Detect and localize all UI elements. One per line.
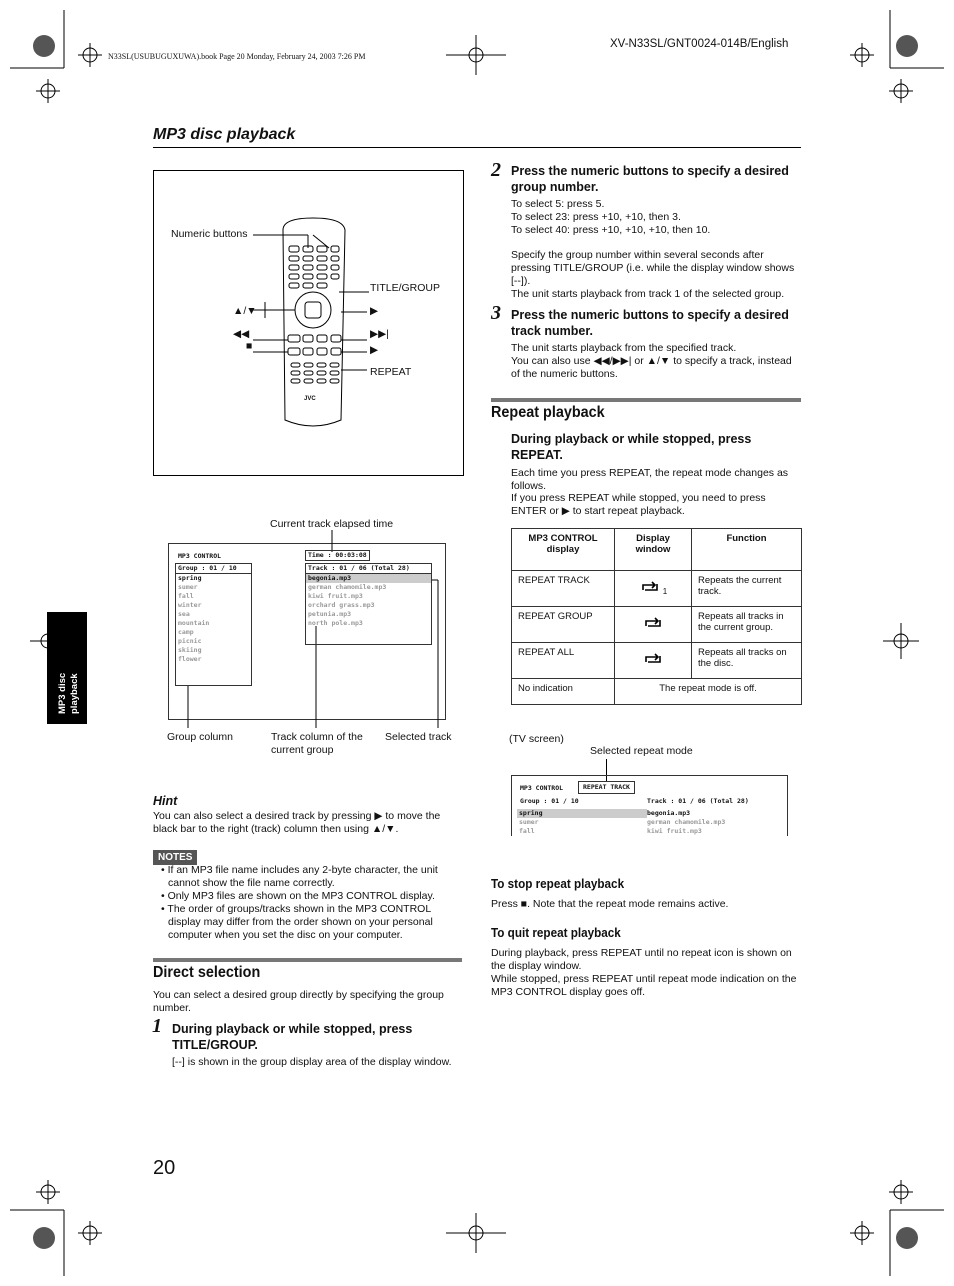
step-3-text2: You can also use ◀◀/▶▶| or ▲/▼ to specify a track, instead of the numeric buttons.	[511, 355, 792, 380]
direct-intro: You can select a desired group directly by specifying the group number.	[153, 989, 444, 1014]
step-1-title: During playback or while stopped, press TITLE/GROUP.	[172, 1022, 413, 1052]
repeat-one-icon: 1	[615, 571, 692, 607]
direct-bar	[153, 958, 462, 962]
note-item: • Only MP3 files are shown on the MP3 CONTROL display.	[161, 890, 435, 902]
label-title-group: TITLE/GROUP	[370, 282, 441, 294]
step-2-note: Specify the group number within several seconds after pressing TITLE/GROUP (i.e. while the display window shows [--]).	[511, 249, 795, 287]
stop-repeat-text: Press ■. Note that the repeat mode remains active.	[491, 898, 729, 910]
label-repeat: REPEAT	[370, 366, 412, 378]
note-item: • If an MP3 file name includes any 2-byte character, the unit cannot show the file name correctly.	[161, 864, 438, 889]
direct-title: Direct selection	[153, 964, 261, 981]
caption-selected-track: Selected track	[385, 731, 452, 743]
track-column: Track : 01 / 06 (Total 28) begonia.mp3 german chamomile.mp3 kiwi fruit.mp3 orchard grass.mp3 petunia.mp3 north pole.mp3	[305, 563, 432, 645]
selected-repeat-caption: Selected repeat mode	[590, 745, 693, 757]
step-2-line: To select 23: press +10, +10, then 3.	[511, 211, 681, 223]
repeat-title: Repeat playback	[491, 404, 605, 421]
hint-title: Hint	[153, 794, 178, 808]
repeat-mode-table	[511, 528, 802, 705]
group-column: Group : 01 / 10 spring sumer fall winter sea mountain camp picnic skiing flower	[175, 563, 252, 686]
step-2-note2: The unit starts playback from track 1 of the selected group.	[511, 288, 785, 300]
table-header: MP3 CONTROL display	[512, 529, 615, 571]
page-number: 20	[153, 1157, 176, 1179]
quit-repeat-text-2: While stopped, press REPEAT until repeat mode indication on the MP3 CONTROL display goes off.	[491, 973, 797, 998]
label-next: ▶▶|	[370, 328, 389, 340]
table-row: REPEAT ALL Repeats all tracks on the disc.	[512, 643, 802, 679]
book-info: N33SL(USUBUGUXUWA).book Page 20 Monday, February 24, 2003 7:26 PM	[108, 52, 366, 61]
table-row: REPEAT TRACK 1 Repeats the current track.	[512, 571, 802, 607]
step-2-title: Press the numeric buttons to specify a desired group number.	[511, 164, 789, 194]
label-play-1: ▶	[370, 305, 379, 317]
notes-tag: NOTES	[153, 847, 197, 865]
step-1-number: 1	[152, 1015, 162, 1037]
model-code: XV-N33SL/GNT0024-014B/English	[610, 38, 789, 50]
repeat-text-2: If you press REPEAT while stopped, you need to press ENTER or ▶ to start repeat playback.	[511, 492, 766, 517]
remote-control-illustration	[153, 170, 463, 475]
elapsed-time: Time : 00:03:08	[305, 550, 370, 561]
step-1-text: [--] is shown in the group display area of the display window.	[172, 1056, 452, 1068]
caption-group-column: Group column	[167, 731, 233, 743]
table-header: Function	[692, 529, 802, 571]
step-2-number: 2	[491, 159, 501, 181]
jvc-logo: JVC	[304, 396, 316, 402]
section-rule	[153, 147, 801, 148]
repeat-text-1: Each time you press REPEAT, the repeat mode changes as follows.	[511, 467, 789, 492]
step-3-number: 3	[491, 302, 501, 324]
repeat-subtitle: During playback or while stopped, press REPEAT.	[511, 432, 752, 462]
quit-repeat-text-1: During playback, press REPEAT until no repeat icon is shown on the display window.	[491, 947, 792, 972]
label-play-2: ▶	[370, 344, 379, 356]
stop-repeat-title: To stop repeat playback	[491, 876, 625, 891]
table-header: Display window	[615, 529, 692, 571]
repeat-icon	[615, 607, 692, 643]
label-stop: ■	[246, 340, 253, 352]
tv-screen-caption: (TV screen)	[509, 733, 564, 745]
tv-screen-display: MP3 CONTROL REPEAT TRACK Group : 01 / 10 Track : 01 / 06 (Total 28) spring sumer fall begonia.mp3 german chamomile.mp3 kiwi fruit.mp3	[511, 775, 788, 836]
section-title: MP3 disc playback	[153, 126, 296, 143]
step-2-line: To select 40: press +10, +10, +10, then 10.	[511, 224, 711, 236]
caption-elapsed-time: Current track elapsed time	[270, 518, 394, 530]
repeat-icon	[615, 643, 692, 679]
quit-repeat-title: To quit repeat playback	[491, 925, 621, 940]
hint-text: You can also select a desired track by pressing ▶ to move the black bar to the right (track) column then using ▲/▼.	[153, 810, 441, 835]
table-row: No indication The repeat mode is off.	[512, 679, 802, 705]
step-3-text: The unit starts playback from the specified track.	[511, 342, 737, 354]
step-2-line: To select 5: press 5.	[511, 198, 605, 210]
mp3-control-header: MP3 CONTROL	[178, 552, 222, 560]
note-item: • The order of groups/tracks shown in the MP3 CONTROL display may differ from the order shown on your personal computer when you set the disc on your computer.	[161, 903, 433, 941]
label-numeric-buttons: Numeric buttons	[171, 228, 248, 240]
label-up-down: ▲/▼	[233, 305, 257, 317]
repeat-bar	[491, 398, 801, 402]
side-tab-text: MP3 disc playback	[57, 672, 80, 714]
caption-track-column: Track column of the current group	[271, 731, 363, 756]
table-row: REPEAT GROUP Repeats all tracks in the current group.	[512, 607, 802, 643]
label-prev: ◀◀	[233, 328, 250, 340]
notes-list	[153, 864, 453, 942]
step-3-title: Press the numeric buttons to specify a desired track number.	[511, 308, 789, 338]
